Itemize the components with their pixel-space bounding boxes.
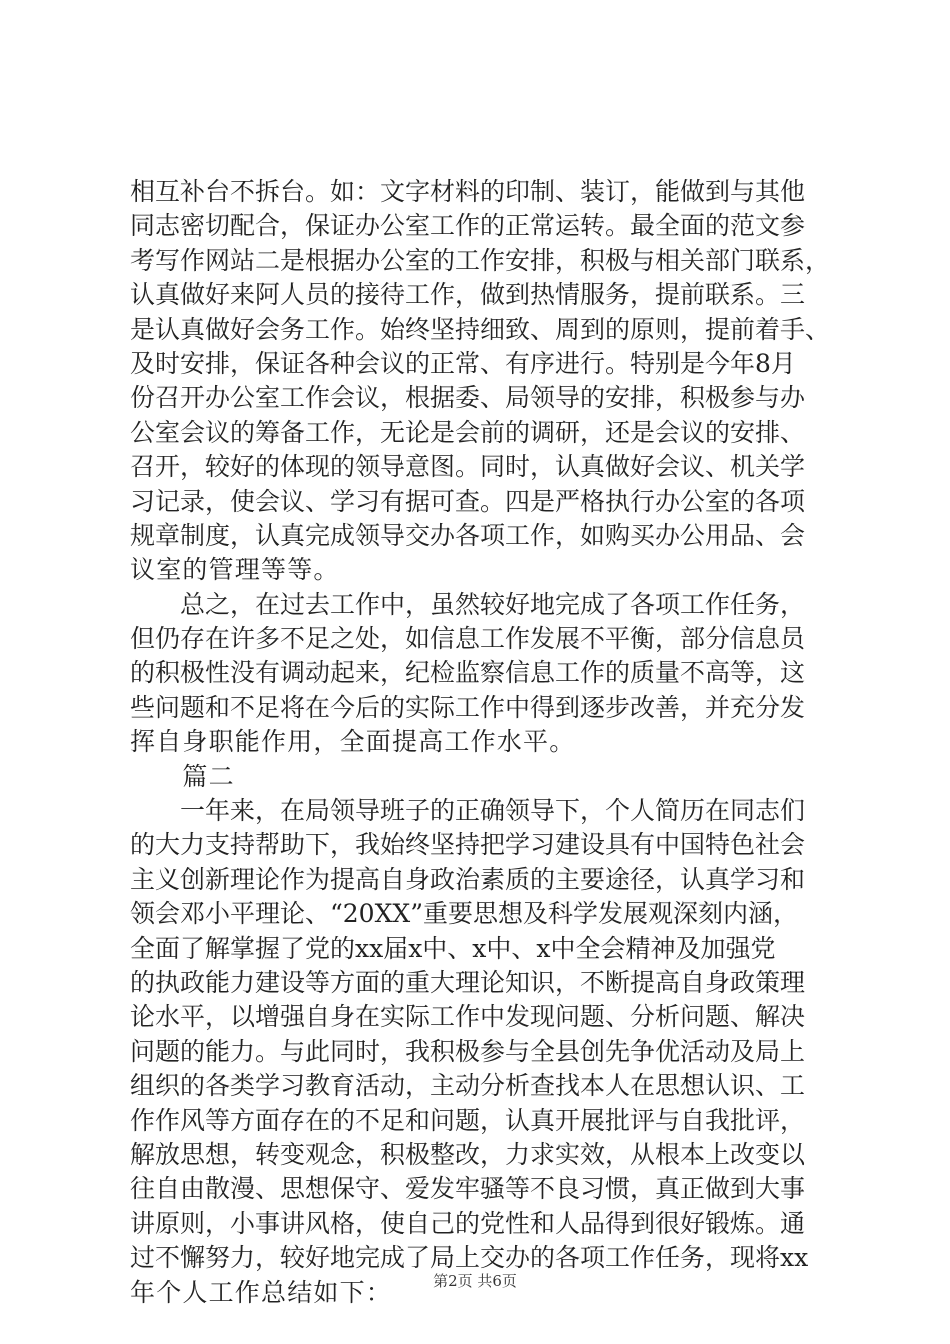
text-line: 的大力支持帮助下，我始终坚持把学习建设具有中国特色社会 — [130, 830, 806, 860]
text-line: 份召开办公室工作会议，根据委、局领导的安排，积极参与办 — [130, 383, 806, 413]
text-line: 公室会议的筹备工作，无论是会前的调研，还是会议的安排、 — [130, 417, 806, 447]
text-line: 组织的各类学习教育活动，主动分析查找本人在思想认识、工 — [130, 1071, 806, 1101]
text-line: 问题的能力。与此同时，我积极参与全县创先争优活动及局上 — [130, 1036, 806, 1066]
text-line: 的执政能力建设等方面的重大理论知识，不断提高自身政策理 — [130, 967, 806, 997]
text-line: 议室的管理等等。 — [130, 555, 340, 585]
text-line: 作作风等方面存在的不足和问题，认真开展批评与自我批评， — [130, 1105, 806, 1135]
text-line: 是认真做好会务工作。始终坚持细致、周到的原则，提前着手、 — [130, 314, 831, 344]
text-line: 但仍存在许多不足之处，如信息工作发展不平衡，部分信息员 — [130, 624, 806, 654]
text-line: 习记录，使会议、学习有据可查。四是严格执行办公室的各项 — [130, 486, 806, 516]
text-line: 年个人工作总结如下： — [130, 1277, 393, 1307]
text-line: 及时安排，保证各种会议的正常、有序进行。特别是今年8月 — [130, 348, 796, 378]
text-line: 些问题和不足将在今后的实际工作中得到逐步改善，并充分发 — [130, 692, 806, 722]
text-line: 领会邓小平理论、“20XX”重要思想及科学发展观深刻内涵， — [130, 899, 798, 929]
text-line: 规章制度，认真完成领导交办各项工作，如购买办公用品、会 — [130, 520, 806, 550]
text-line: 主义创新理论作为提高自身政治素质的主要途径，认真学习和 — [130, 864, 806, 894]
text-line: 认真做好来阿人员的接待工作，做到热情服务，提前联系。三 — [130, 280, 806, 310]
text-line: 同志密切配合，保证办公室工作的正常运转。最全面的范文参 — [130, 211, 806, 241]
document-body — [130, 175, 842, 1310]
text-line: 解放思想，转变观念，积极整改，力求实效，从根本上改变以 — [130, 1139, 806, 1169]
text-line: 全面了解掌握了党的xx届x中、x中、x中全会精神及加强党 — [130, 933, 776, 963]
text-line: 相互补台不拆台。如：文字材料的印制、装订，能做到与其他 — [130, 177, 806, 206]
text-line: 过不懈努力，较好地完成了局上交办的各项工作任务，现将xx — [130, 1243, 809, 1273]
text-line: 篇二 — [130, 761, 235, 791]
text-line: 的积极性没有调动起来，纪检监察信息工作的质量不高等，这 — [130, 658, 806, 688]
text-line: 总之，在过去工作中，虽然较好地完成了各项工作任务， — [130, 589, 806, 619]
text-line: 考写作网站二是根据办公室的工作安排，积极与相关部门联系， — [130, 245, 831, 275]
text-line: 讲原则，小事讲风格，使自己的党性和人品得到很好锻炼。通 — [130, 1208, 806, 1238]
text-line: 挥自身职能作用，全面提高工作水平。 — [130, 727, 576, 757]
text-line: 一年来，在局领导班子的正确领导下，个人简历在同志们 — [130, 796, 806, 826]
page-footer: 第2页 共6页 — [433, 1272, 517, 1290]
text-line: 召开，较好的体现的领导意图。同时，认真做好会议、机关学 — [130, 452, 806, 482]
text-line: 往自由散漫、思想保守、爱发牢骚等不良习惯，真正做到大事 — [130, 1174, 806, 1204]
text-line: 论水平，以增强自身在实际工作中发现问题、分析问题、解决 — [130, 1002, 806, 1032]
